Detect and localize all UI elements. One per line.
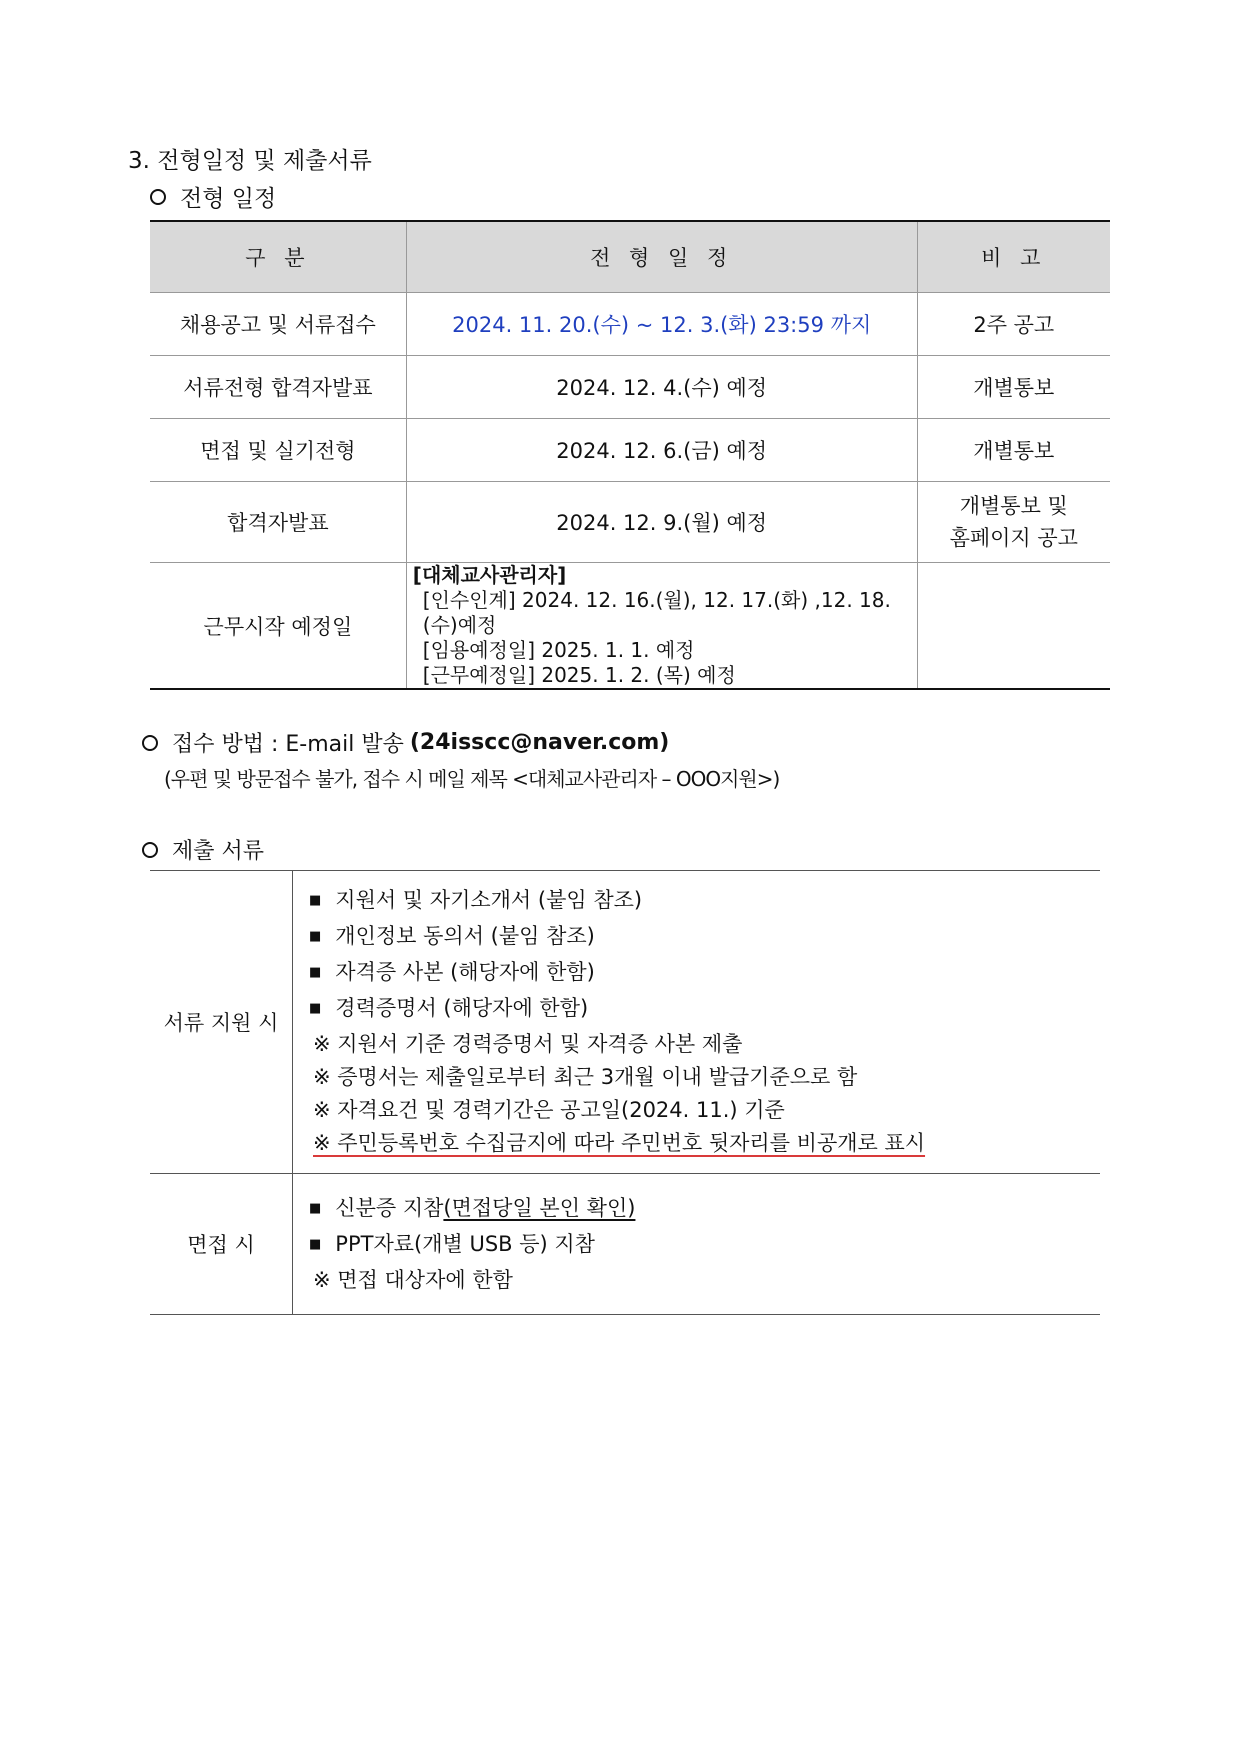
row-label: 면접 및 실기전형: [150, 419, 406, 482]
table-row: [150, 1174, 1100, 1315]
table-row: [150, 419, 1110, 482]
table-row: [150, 563, 1110, 690]
work-start-details: [406, 563, 917, 690]
schedule-table: [150, 220, 1110, 690]
header-schedule: 전 형 일 정: [406, 221, 917, 293]
row-note: 2주 공고: [917, 293, 1110, 356]
list-item: ■ 개인정보 동의서 (붙임 참조): [309, 920, 1100, 956]
note-item: ※ 면접 대상자에 한함: [313, 1267, 513, 1292]
id-card-text: 신분증 지참: [335, 1195, 444, 1220]
documents-heading: [142, 834, 264, 865]
header-remarks: 비 고: [917, 221, 1110, 293]
interview-docs: [293, 1174, 1101, 1315]
application-note: (우편 및 방문접수 불가, 접수 시 메일 제목 <대체교사관리자 – OOO지원>): [164, 767, 780, 791]
documents-heading-text: 제출 서류: [172, 839, 265, 864]
note-item: ※ 지원서 기준 경력증명서 및 자격증 사본 제출: [313, 1032, 743, 1056]
row-note-line1: 개별통보 및: [959, 494, 1068, 518]
table-row: [150, 356, 1110, 419]
note-item: ※ 증명서는 제출일로부터 최근 3개월 이내 발급기준으로 함: [313, 1065, 858, 1089]
circle-bullet-icon: [142, 842, 158, 858]
schedule-heading: [150, 180, 276, 213]
row-date: 2024. 12. 9.(월) 예정: [406, 482, 917, 563]
list-item: [309, 1192, 1100, 1228]
circle-bullet-icon: [150, 189, 166, 205]
circle-bullet-icon: [142, 735, 158, 751]
note-item-privacy: [309, 1127, 1100, 1160]
id-check-text: (면접당일 본인 확인): [443, 1195, 636, 1220]
row-note-line2: 홈페이지 공고: [949, 526, 1078, 550]
row-date: 2024. 11. 20.(수) ~ 12. 3.(화) 23:59 까지: [406, 293, 917, 356]
row-note: 개별통보: [917, 356, 1110, 419]
note-item: ※ 자격요건 및 경력기간은 공고일(2024. 11.) 기준: [313, 1098, 785, 1122]
row-note: [917, 563, 1110, 690]
schedule-header-row: [150, 221, 1110, 293]
row-label: 근무시작 예정일: [150, 563, 406, 690]
application-label: 서류 지원 시: [150, 871, 293, 1174]
list-item: ■ 자격증 사본 (해당자에 한함): [309, 956, 1100, 992]
list-item: ■ 경력증명서 (해당자에 한함): [309, 992, 1100, 1028]
application-email: (24isscc@naver.com): [409, 730, 670, 755]
schedule-heading-text: 전형 일정: [180, 186, 277, 212]
work-handover: [인수인계] 2024. 12. 16.(월), 12. 17.(화) ,12. 18.(수)예정: [422, 588, 891, 637]
row-date: 2024. 12. 6.(금) 예정: [406, 419, 917, 482]
row-note: [917, 482, 1110, 563]
application-method: [142, 727, 669, 758]
row-note: 개별통보: [917, 419, 1110, 482]
table-row: [150, 293, 1110, 356]
row-label: 서류전형 합격자발표: [150, 356, 406, 419]
privacy-note-text: ※ 주민등록번호 수집금지에 따라 주민번호 뒷자리를 비공개로 표시: [313, 1131, 926, 1155]
work-start: [근무예정일] 2025. 1. 2. (목) 예정: [422, 663, 736, 687]
work-role-title: [대체교사관리자]: [412, 563, 567, 587]
application-method-text: 접수 방법 : E-mail 발송: [172, 732, 404, 757]
row-date: 2024. 12. 4.(수) 예정: [406, 356, 917, 419]
table-row: [150, 482, 1110, 563]
work-appointment: [임용예정일] 2025. 1. 1. 예정: [422, 638, 695, 662]
row-label: 채용공고 및 서류접수: [150, 293, 406, 356]
row-label: 합격자발표: [150, 482, 406, 563]
list-item: ■ 지원서 및 자기소개서 (붙임 참조): [309, 884, 1100, 920]
header-category: 구 분: [150, 221, 406, 293]
table-row: [150, 871, 1100, 1174]
interview-label: 면접 시: [150, 1174, 293, 1315]
documents-table: [150, 870, 1100, 1315]
list-item: ■ PPT자료(개별 USB 등) 지참: [309, 1228, 1100, 1264]
application-docs: [293, 871, 1101, 1174]
section-title: 3. 전형일정 및 제출서류: [128, 148, 372, 174]
